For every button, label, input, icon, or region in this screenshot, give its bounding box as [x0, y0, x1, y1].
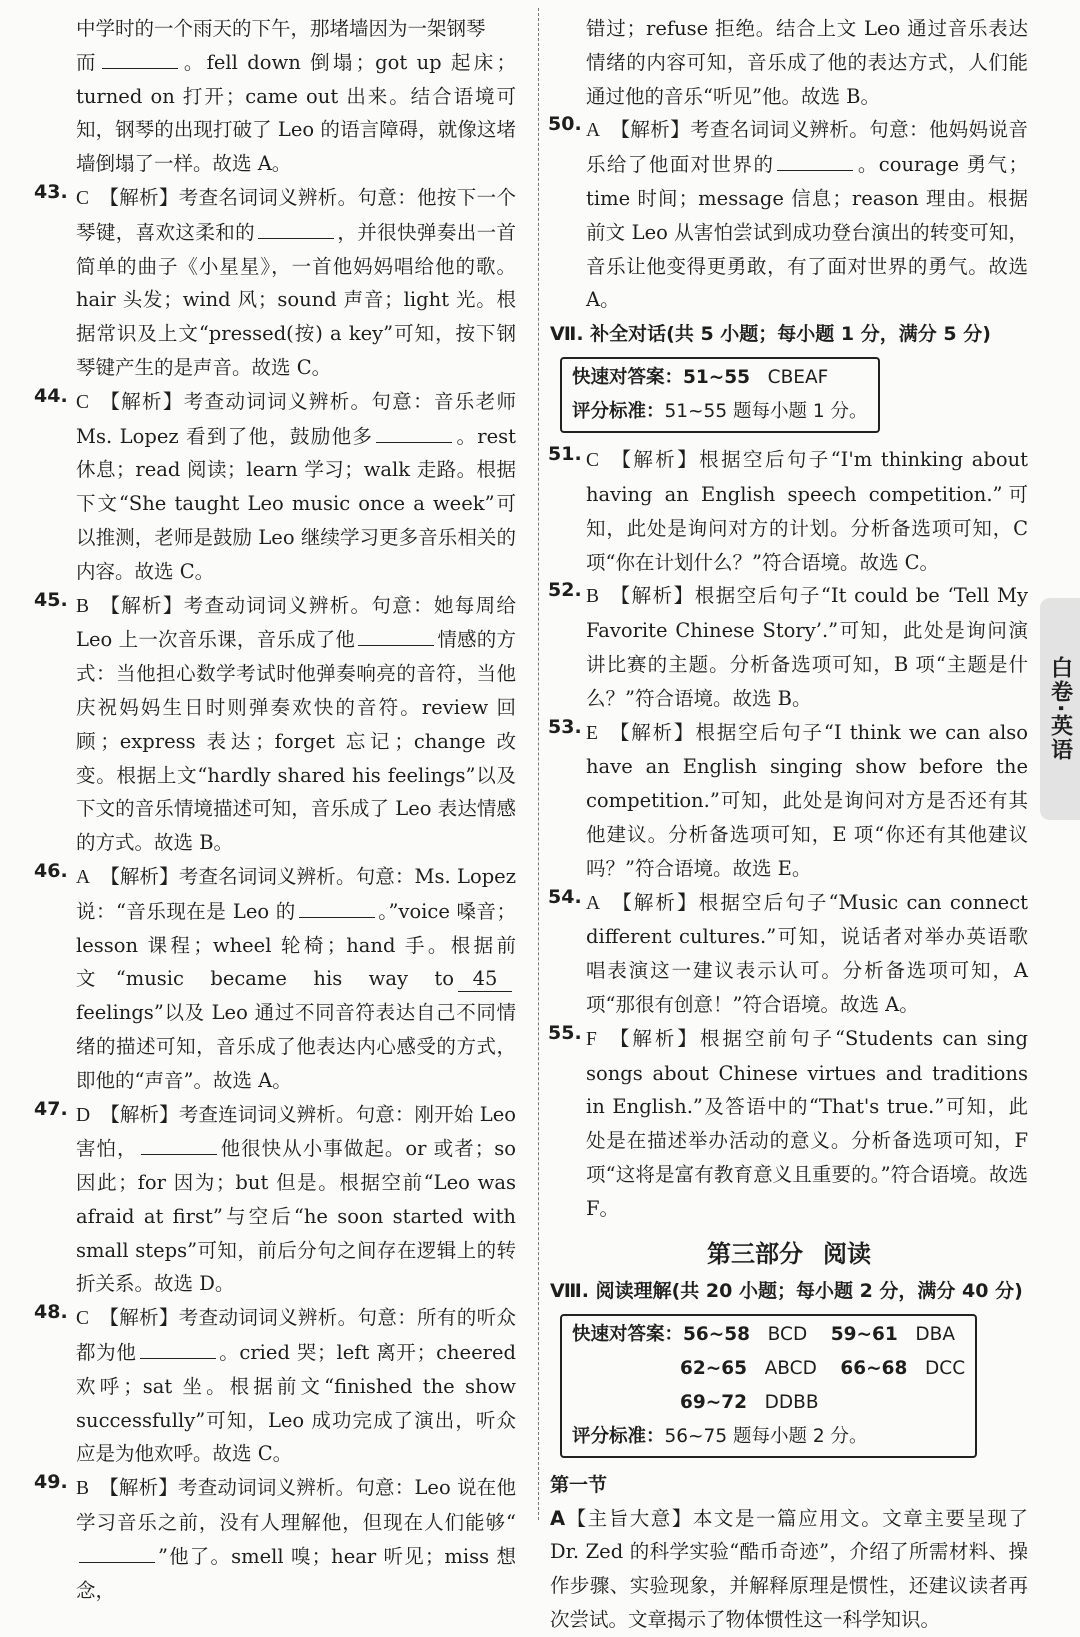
- analysis-tag: 【解析】: [610, 118, 691, 142]
- answer-key: DBA: [915, 1323, 955, 1345]
- q45-block: [34, 588, 516, 860]
- numbered-blank: 45: [458, 967, 512, 992]
- q43-text-b: ，并很快弹奏出一首简单的曲子《小星星》，一首他妈妈唱给他的歌。hair 头发；wind 风；sound 声音；light 光。根据常识及上文“pressed(按) a key”可知，按下钢琴键产生的是声音。故选 C。: [76, 220, 516, 379]
- q52-block: [550, 579, 1028, 715]
- q51-text: 根据空后句子“I'm thinking about having an English speech competition.”可知，此处是询问对方的计划。分析备选项可知，C 项“你在计划什么？”符合语境。故选 C。: [586, 448, 1028, 574]
- question-number: 48.: [34, 1301, 68, 1324]
- q48-text-a: 考查动词词义辨析。句意：所有的听众都为他: [76, 1306, 516, 1365]
- section-heading-viii: Ⅷ. 阅读理解(共 20 小题；每小题 2 分，满分 40 分): [550, 1279, 1023, 1302]
- analysis-tag: 【解析】: [609, 584, 695, 608]
- q46-text-b: 。”voice 嗓音；lesson 课程；wheel 轮椅；hand 手。根据前文“music became his way to: [76, 899, 516, 991]
- quick-answer-box-viii: [560, 1314, 977, 1458]
- q47-block: [34, 1097, 516, 1302]
- q47-text-a: 考查连词词义辨析。句意：刚开始 Leo 害怕，: [76, 1102, 516, 1161]
- q46-text-a: 考查名词词义辨析。句意：Ms. Lopez 说：“音乐现在是 Leo 的: [76, 864, 516, 923]
- question-number: 44.: [34, 384, 68, 407]
- q53-text: 根据空后句子“I think we can also have an English singing show before the competition.”可知，此处是询问对方是否还有其他建议。分析备选项可知，E 项“你还有其他建议吗？”符合语境。故选 E。: [586, 720, 1028, 880]
- q54-text: 根据空后句子“Music can connect different cultures.”可知，说话者对举办英语歌唱表演这一建议表示认可。分析备选项可知，A 项“那很有创意！”符合语境。故选 A。: [586, 890, 1028, 1016]
- q48-block: [34, 1301, 516, 1471]
- analysis-tag: 【解析】: [606, 1026, 700, 1050]
- scoring-label: 评分标准：: [572, 1425, 665, 1447]
- q49-text-b: ”他了。smell 嗅；hear 听见；miss 想念，: [76, 1544, 516, 1602]
- analysis-tag: 【解析】: [610, 890, 699, 914]
- question-number: 51.: [548, 443, 582, 466]
- answer-blank: [376, 420, 452, 443]
- answer-range: 66~68: [840, 1357, 908, 1379]
- quick-answer-box-vii: [560, 357, 880, 433]
- answer-letter: A: [586, 120, 601, 142]
- answer-key: CBEAF: [767, 367, 829, 389]
- scoring-rule: 51~55 题每小题 1 分。: [664, 401, 868, 423]
- answer-letter: E: [586, 722, 598, 744]
- answer-blank: [141, 1132, 217, 1155]
- answer-blank: [140, 1336, 216, 1359]
- scoring-label: 评分标准：: [572, 401, 665, 423]
- answer-blank: [258, 216, 334, 239]
- q46-text-c: feelings”以及 Leo 通过不同音符表达自己不同情绪的描述可知，音乐成了他表达内心感受的方式，即他的“声音”。故选 A。: [76, 1001, 516, 1092]
- question-number: 50.: [548, 113, 582, 136]
- q49-continued: 错过；refuse 拒绝。结合上文 Leo 通过音乐表达情绪的内容可知，音乐成了他的表达方式，人们能通过他的音乐“听见”他。故选 B。: [586, 17, 1028, 108]
- question-number: 54.: [548, 885, 582, 908]
- part-title-b: 阅读: [823, 1239, 871, 1268]
- analysis-tag: 【解析】: [99, 593, 184, 617]
- question-number: 53.: [548, 715, 582, 738]
- answer-blank: [358, 623, 434, 646]
- part-three-title: [550, 1234, 1028, 1274]
- quick-answer-label: 快速对答案：: [572, 367, 684, 389]
- answer-letter: B: [586, 586, 600, 608]
- analysis-tag: 【解析】: [100, 1102, 179, 1126]
- question-number: 52.: [548, 579, 582, 602]
- q52-text: 根据空后句子“It could be ‘Tell My Favorite Chinese Story’.”可知，此处是询问演讲比赛的主题。分析备选项可知，B 项“主题是什么？”符合语境。故选 B。: [586, 584, 1028, 710]
- q43-text-a: 考查名词词义辨析。句意：他按下一个琴键，喜欢这柔和的: [76, 185, 516, 244]
- answer-letter: B: [76, 595, 90, 617]
- answer-range: 62~65: [680, 1357, 747, 1379]
- q42-text-a: 而: [76, 50, 99, 74]
- q50-text-b: 。courage 勇气；time 时间；message 信息；reason 理由。根据前文 Leo 从害怕尝试到成功登台演出的转变可知，音乐让他变得更勇敢，有了面对世界的勇气。故选 A。: [586, 153, 1028, 312]
- answer-letter: A: [76, 866, 91, 888]
- answer-range: 69~72: [680, 1391, 747, 1413]
- q44-text-a: 考查动词词义辨析。句意：音乐老师 Ms. Lopez 看到了他，鼓励他多: [76, 389, 516, 448]
- answer-blank: [777, 148, 853, 171]
- q42-text-b: 。fell down 倒塌；got up 起床；turned on 打开；came out 出来。结合语境可知，钢琴的出现打破了 Leo 的语言障碍，就像这堵墙倒塌了一样。故选 A。: [76, 50, 516, 176]
- subject-side-tab: [1040, 598, 1080, 820]
- q44-block: [34, 384, 516, 589]
- q42-line1: 中学时的一个雨天的下午，那堵墙因为一架钢琴: [76, 17, 486, 40]
- answer-blank: [79, 1540, 155, 1563]
- q45-text-b: 情感的方式：当他担心数学考试时他弹奏响亮的音符，当他庆祝妈妈生日时则弹奏欢快的音符。review 回顾；express 表达；forget 忘记；change 改变。根据上文“hardly shared his feelings”以及下文的音乐情境描述可知，音乐成了 Leo 表达情感的方式。故选 B。: [76, 628, 516, 855]
- q42-block: [76, 12, 516, 181]
- part-title-a: 第三部分: [707, 1239, 803, 1268]
- question-number: 45.: [34, 588, 68, 611]
- q46-block: [34, 859, 516, 1098]
- section-heading-vii: Ⅶ. 补全对话(共 5 小题；每小题 1 分，满分 5 分): [550, 323, 991, 346]
- answer-range: 51~55: [683, 367, 751, 389]
- answer-blank: [102, 46, 178, 69]
- answer-range: 59~61: [830, 1323, 898, 1345]
- answer-key: DDBB: [764, 1391, 819, 1413]
- answer-letter: C: [76, 1308, 90, 1330]
- q43-block: [34, 180, 516, 385]
- passage-a-text: 本文是一篇应用文。文章主要呈现了 Dr. Zed 的科学实验“酷币奇迹”，介绍了所需材料、操作步骤、实验现象，并解释原理是惯性，还建议读者再次尝试。文章揭示了物体惯性这一科学知识。: [550, 1506, 1028, 1631]
- side-tab-label: 白卷·英语: [1047, 655, 1073, 763]
- answer-key: DCC: [925, 1357, 966, 1379]
- question-number: 46.: [34, 859, 68, 882]
- q55-text: 根据空前句子“Students can sing songs about Chinese virtues and traditions in English.”及答语中的“That's true.”可知，此处是在描述举办活动的意义。分析备选项可知，F 项“这将是富有教育意义且重要的。”符合语境。故选 F。: [586, 1026, 1028, 1220]
- analysis-tag: 【解析】: [99, 1306, 179, 1330]
- answer-range: 56~58: [683, 1323, 751, 1345]
- question-number: 47.: [34, 1097, 68, 1120]
- answer-letter: A: [586, 892, 601, 914]
- question-number: 49.: [34, 1471, 68, 1494]
- q51-block: [550, 443, 1028, 579]
- answer-letter: F: [586, 1028, 597, 1050]
- analysis-tag: 【解析】: [99, 389, 184, 413]
- q45-text-a: 考查动词词义辨析。句意：她每周给 Leo 上一次音乐课，音乐成了他: [76, 593, 516, 652]
- passage-letter: A: [550, 1506, 566, 1530]
- right-column: [550, 12, 1028, 1637]
- q49-block: [34, 1471, 516, 1607]
- answer-letter: C: [76, 187, 90, 209]
- q49-text-a: 考查动词词义辨析。句意：Leo 说在他学习音乐之前，没有人理解他，但现在人们能够“: [76, 1476, 516, 1535]
- question-number: 55.: [548, 1021, 582, 1044]
- q50-block: [550, 113, 1028, 317]
- analysis-tag: 【解析】: [609, 448, 700, 472]
- q55-block: [550, 1022, 1028, 1226]
- q53-block: [550, 716, 1028, 886]
- answer-key: BCD: [767, 1323, 808, 1345]
- analysis-tag: 【解析】: [99, 185, 179, 209]
- answer-letter: C: [586, 450, 600, 472]
- analysis-tag: 【解析】: [100, 864, 179, 888]
- left-column: [34, 12, 516, 1607]
- answer-letter: B: [76, 1478, 90, 1500]
- q50-text-a: 考查名词词义辨析。句意：他妈妈说音乐给了他面对世界的: [586, 118, 1028, 177]
- answer-letter: D: [76, 1104, 91, 1126]
- analysis-tag: 【解析】: [607, 720, 696, 744]
- subsection-heading: 第一节: [550, 1473, 608, 1496]
- column-divider: [538, 8, 539, 1520]
- answer-letter: C: [76, 391, 90, 413]
- q44-text-b: 。rest 休息；read 阅读；learn 学习；walk 走路。根据下文“She taught Leo music once a week”可以推测，老师是鼓励 Leo 继续学习更多音乐相关的内容。故选 C。: [76, 424, 516, 583]
- answer-key: ABCD: [764, 1357, 817, 1379]
- quick-answer-label: 快速对答案：: [572, 1323, 684, 1345]
- answer-blank: [299, 895, 375, 918]
- question-number: 43.: [34, 180, 68, 203]
- scoring-rule: 56~75 题每小题 2 分。: [664, 1425, 868, 1447]
- q54-block: [550, 886, 1028, 1022]
- summary-tag: 【主旨大意】: [565, 1506, 693, 1530]
- q48-text-b: 。cried 哭；left 离开；cheered 欢呼；sat 坐。根据前文“finished the show successfully”可知，Leo 成功完成了演出，听众应是为他欢呼。故选 C。: [76, 1341, 516, 1466]
- q47-text-b: 他很快从小事做起。or 或者；so 因此；for 因为；but 但是。根据空前“Leo was afraid at first”与空后“he soon started with small steps”可知，前后分句之间存在逻辑上的转折关系。故选 D。: [76, 1137, 516, 1296]
- passage-a-summary: [550, 1502, 1028, 1637]
- analysis-tag: 【解析】: [99, 1476, 179, 1500]
